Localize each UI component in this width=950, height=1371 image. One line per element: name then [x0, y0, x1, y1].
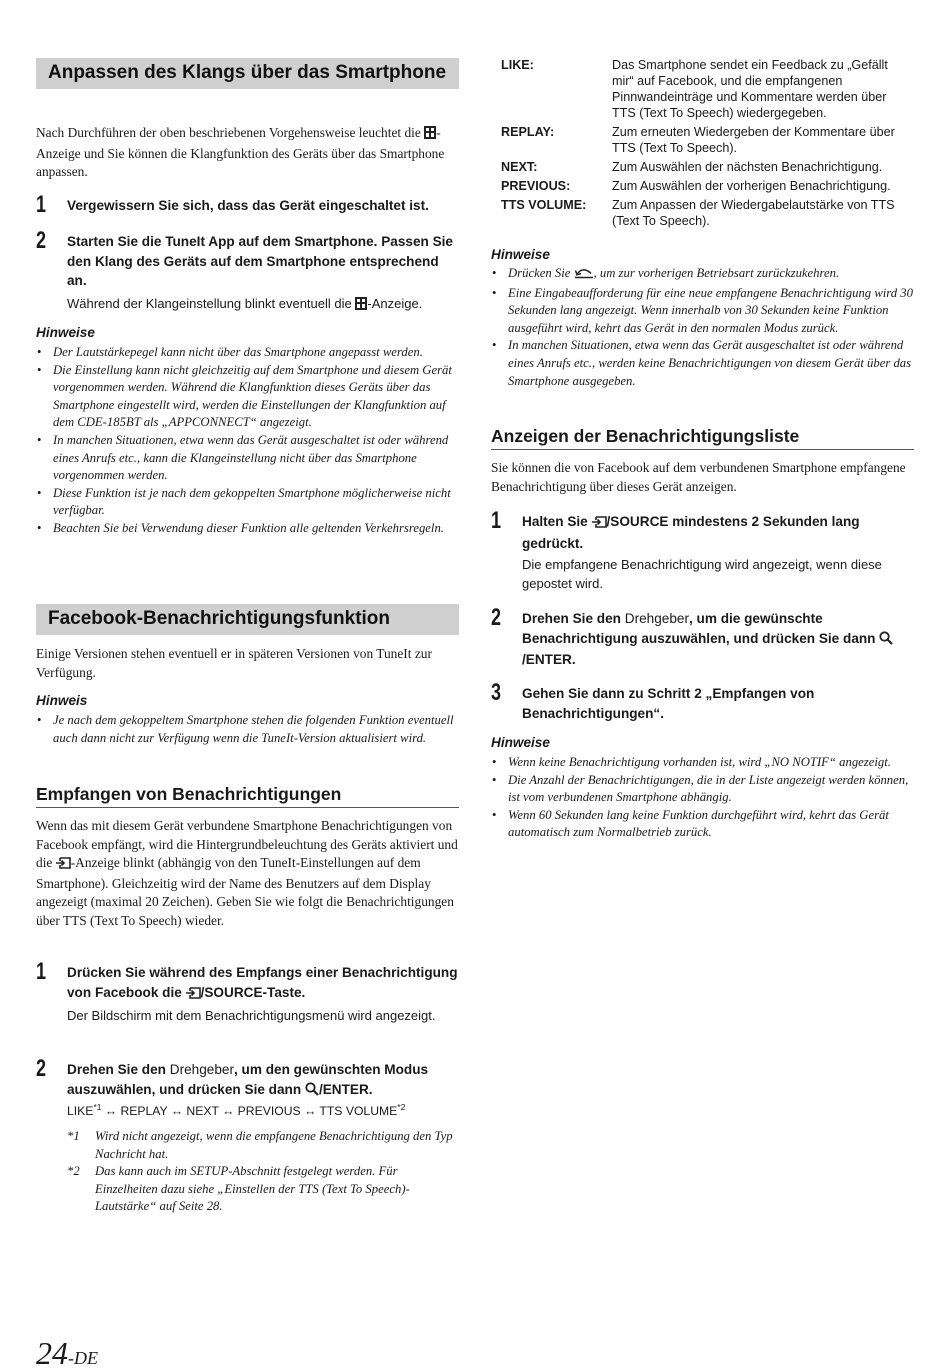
right-notes-title: Hinweise [491, 247, 550, 262]
receive-intro-pre: Wenn das mit diesem Gerät verbundene Smartphone Benachrichtigungen von Facebook empfängt, wird die Hintergrundbeleuchtung des Geräts aktiviert und die [36, 818, 458, 871]
mode-row-like [501, 57, 906, 121]
receive-intro [36, 817, 459, 931]
section-title-list: Anzeigen der Benachrichtigungsliste [491, 424, 914, 450]
step-sub [67, 294, 462, 315]
step-text-post: mindestens 2 Sekunden lang gedrückt. [522, 514, 860, 551]
mode-sequence [67, 1102, 405, 1120]
sound-intro-post: -Anzeige und Sie können die Klangfunktion des Geräts über das Smartphone anpassen. [36, 125, 445, 180]
page-number-value: 24 [36, 1335, 68, 1371]
step-number: 1 [36, 958, 47, 985]
note-item: • Die Anzahl der Benachrichtigungen, die in der Liste angezeigt werden können, ist vom verbundenen Smartphone abhängig. [491, 772, 914, 807]
mode-value: Zum Anpassen der Wiedergabelautstärke von TTS (Text To Speech). [612, 198, 895, 228]
list-intro: Sie können die von Facebook auf dem verbundenen Smartphone empfangene Benachrichtigung über dieses Gerät anzeigen. [491, 460, 906, 494]
section-title-receive: Empfangen von Benachrichtigungen [36, 782, 459, 808]
source-icon [56, 856, 71, 875]
receive-intro-post: -Anzeige blinkt (abhängig von den TuneIt-Einstellungen auf dem Smartphone). Gleichzeitig wird der Name des Benutzers auf dem Display angezeigt (maximal 20 Zeichen). Geben Sie wie folgt die Benachrichtigungen über TTS (Text To Speech) wieder. [36, 855, 454, 928]
source-icon [592, 514, 607, 534]
list-notes-title: Hinweise [491, 735, 550, 750]
step-text-b: , um die gewünschte Benachrichtigung auszuwählen, und drücken Sie dann [522, 611, 880, 646]
arrow: ↔ [170, 1104, 184, 1118]
source-key: /SOURCE [606, 514, 669, 529]
facebook-intro: Einige Versionen stehen eventuell er in späteren Versionen von TuneIt zur Verfügung. [36, 646, 432, 680]
back-icon [574, 267, 594, 285]
footnote-2 [67, 1163, 459, 1216]
step-text-c: . [571, 652, 576, 668]
footnote-text: Wird nicht angezeigt, wenn die empfangene Benachrichtigung den Typ Nachricht hat. [95, 1129, 453, 1161]
step-sub-pre: Während der Klangeinstellung blinkt eventuell die [67, 296, 356, 311]
mode-like: LIKE [67, 1104, 94, 1118]
mode-key: TTS VOLUME: [501, 198, 587, 212]
enter-key: /ENTER [318, 1081, 369, 1097]
page-number [36, 1336, 98, 1370]
mode-value: Zum Auswählen der nächsten Benachrichtigung. [612, 160, 883, 174]
source-key: /SOURCE [200, 984, 263, 1000]
sound-intro [36, 124, 459, 182]
arrow: ↔ [222, 1104, 235, 1118]
step-number: 2 [36, 227, 47, 254]
search-icon [879, 631, 893, 651]
arrow: ↔ [304, 1104, 317, 1118]
step-sub: Der Bildschirm mit dem Benachrichtigungsmenü wird angezeigt. [67, 1008, 436, 1023]
search-icon [305, 1082, 319, 1102]
step-text: Starten Sie die TuneIt App auf dem Smartphone. Passen Sie den Klang des Geräts auf dem Smartphone entsprechend an. [67, 234, 453, 289]
rotary-key: Drehgeber [169, 1062, 234, 1077]
note-post: , um zur vorherigen Betriebsart zurückzukehren. [593, 266, 840, 280]
mode-value: Zum erneuten Wiedergeben der Kommentare über TTS (Text To Speech). [612, 125, 895, 155]
sound-notes-list [36, 344, 459, 538]
footnote-ref-1: *1 [93, 1102, 102, 1112]
step-text-post: -Taste. [262, 984, 306, 1000]
step-text-a: Drehen Sie den [522, 611, 625, 626]
mode-row-previous [501, 178, 906, 194]
step-number: 1 [36, 191, 47, 218]
step-number: 1 [491, 507, 502, 534]
footnote-mark: *2 [67, 1164, 80, 1178]
mode-next: NEXT [186, 1104, 219, 1118]
mode-row-replay [501, 124, 906, 156]
step-number: 3 [491, 679, 502, 706]
step-text [522, 609, 917, 670]
source-icon [186, 985, 201, 1005]
note-item: • Beachten Sie bei Verwendung dieser Funktion alle geltenden Verkehrsregeln. [36, 520, 459, 538]
note-item: • Wenn 60 Sekunden lang keine Funktion durchgeführt wird, kehrt das Gerät automatisch zum Normalbetrieb zurück. [491, 807, 914, 842]
mode-key: LIKE: [501, 58, 534, 72]
mode-key: NEXT: [501, 160, 538, 174]
step-text-c: . [368, 1081, 373, 1097]
note-item: • Die Einstellung kann nicht gleichzeitig auf dem Smartphone und diesem Gerät vorgenommen werden. Während die Klangfunktion dieses Geräts über das Smartphone eingestellt wird, werden die Einstellungen der Klangfunktion auf dem CDE-185BT als „APPCONNECT“ angezeigt. [36, 362, 459, 432]
step-text: Gehen Sie dann zu Schritt 2 „Empfangen von Benachrichtigungen“. [522, 686, 815, 721]
note-item: • In manchen Situationen, etwa wenn das Gerät ausgeschaltet ist oder während eines Anrufs etc., werden keine Benachrichtigungen von diesem Gerät über das Smartphone ausgegeben. [491, 337, 914, 390]
note-item: • Eine Eingabeaufforderung für eine neue empfangene Benachrichtigung wird 30 Sekunden lang angezeigt. Wenn innerhalb von 30 Sekunden keine Funktion ausgeführt wird, kehrt das Gerät in den normalen Modus zurück. [491, 285, 914, 338]
step-text [522, 512, 917, 553]
step-text-pre: Halten Sie [522, 514, 592, 529]
list-notes-list [491, 754, 914, 842]
step-text-pre: Drücken Sie während des Empfangs einer Benachrichtigung von Facebook die [67, 965, 458, 1000]
note-pre: Drücken Sie [508, 266, 574, 280]
footnote-ref-2: *2 [397, 1102, 406, 1112]
note-item: • Diese Funktion ist je nach dem gekoppelten Smartphone möglicherweise nicht verfügbar. [36, 485, 459, 520]
mode-key: PREVIOUS: [501, 179, 571, 193]
rotary-key: Drehgeber [624, 611, 689, 626]
step-sub: Die empfangene Benachrichtigung wird angezeigt, wenn diese gepostet wird. [522, 557, 882, 592]
step-text [67, 1060, 462, 1101]
mode-previous: PREVIOUS [237, 1104, 301, 1118]
footnote-text: Das kann auch im SETUP-Abschnitt festgelegt werden. Für Einzelheiten dazu siehe „Einstellen der TTS (Text To Speech)-Lautstärke“ auf Seite 28. [95, 1164, 410, 1214]
mode-row-tts-volume [501, 197, 906, 229]
step-text [67, 963, 462, 1004]
section-title-sound: Anpassen des Klangs über das Smartphone [36, 58, 459, 89]
mode-replay: REPLAY [120, 1104, 168, 1118]
note-item: • In manchen Situationen, etwa wenn das Gerät ausgeschaltet ist oder während eines Anrufs etc., kann die Klangeinstellung nicht über das Smartphone vorgenommen werden. [36, 432, 459, 485]
step-sub-post: -Anzeige. [367, 296, 423, 311]
page-number-suffix: -DE [68, 1348, 98, 1368]
mode-key: REPLAY: [501, 125, 555, 139]
note-item [491, 265, 914, 285]
step-text-a: Drehen Sie den [67, 1062, 170, 1077]
note-item: • Der Lautstärkepegel kann nicht über das Smartphone angepasst werden. [36, 344, 459, 362]
step-text: Vergewissern Sie sich, dass das Gerät eingeschaltet ist. [67, 198, 429, 213]
mode-tts-volume: TTS VOLUME [319, 1104, 398, 1118]
mode-value: Zum Auswählen der vorherigen Benachrichtigung. [612, 179, 891, 193]
app-indicator-icon [355, 296, 367, 315]
step-number: 2 [36, 1055, 47, 1082]
note-item: • Je nach dem gekoppeltem Smartphone stehen die folgenden Funktion eventuell auch dann nicht zur Verfügung wenn die TuneIt-Version aktualisiert wird. [36, 712, 459, 747]
footnote-1 [67, 1128, 459, 1163]
mode-table [501, 57, 906, 229]
facebook-notes-list [36, 712, 459, 747]
sound-notes-title: Hinweise [36, 325, 95, 340]
step-number: 2 [491, 604, 502, 631]
app-indicator-icon [424, 126, 436, 145]
mode-value: Das Smartphone sendet ein Feedback zu „Gefällt mir“ auf Facebook, und die empfangenen Pinnwandeinträge und Kommentare werden über TTS (Text To Speech) wiedergegeben. [612, 58, 888, 120]
arrow: ↔ [104, 1104, 118, 1118]
enter-key: /ENTER [522, 652, 572, 668]
step-text-b: , um den gewünschten Modus auszuwählen, und drücken Sie dann [67, 1062, 429, 1097]
sound-intro-pre: Nach Durchführen der oben beschriebenen Vorgehensweise leuchtet die [36, 125, 425, 140]
mode-row-next [501, 159, 906, 175]
note-item: • Wenn keine Benachrichtigung vorhanden ist, wird „NO NOTIF“ angezeigt. [491, 754, 914, 772]
section-title-facebook: Facebook-Benachrichtigungsfunktion [36, 604, 459, 635]
footnote-mark: *1 [67, 1129, 80, 1143]
right-notes-list [491, 265, 914, 390]
facebook-note-title: Hinweis [36, 693, 88, 708]
